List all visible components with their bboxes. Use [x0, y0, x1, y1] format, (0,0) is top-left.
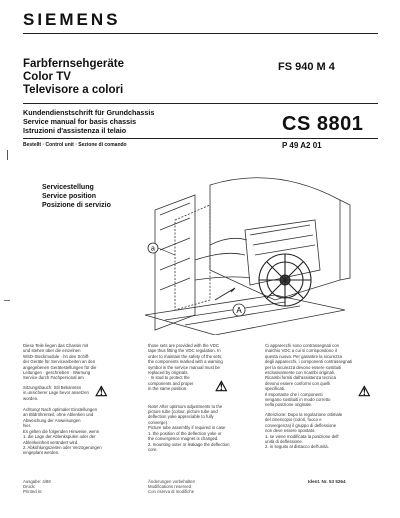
- line: Achtung! Nach optimaler Einstellungen: [23, 407, 98, 413]
- line: Diese Teile liegen das Chassis mit: [23, 343, 89, 348]
- line: devono essere conformi con quelli: [265, 380, 331, 386]
- line: the convergence magnet is changed.: [148, 436, 219, 442]
- line: the components marked with a warning: [148, 359, 223, 365]
- line: 1. the position of the deflection yoke or: [148, 430, 222, 436]
- line: Leitungen · geschrieben · Warnung: [23, 370, 91, 376]
- line: core.: [148, 446, 158, 452]
- callout-a: a: [151, 245, 155, 253]
- line: hier.: [23, 423, 32, 429]
- line: Ci apparecchi sono contrassegnati con: [265, 343, 340, 348]
- line: del cinescopio (colori, fuoco e: [265, 417, 322, 423]
- line: 2. in seguito al distacco dell'unità.: [265, 444, 329, 450]
- line: in the same position.: [148, 386, 188, 392]
- warning-icon: ⚠: [95, 383, 108, 399]
- footer-line: Ausgabe: 4/88: [23, 479, 51, 484]
- footer-reserved: [148, 479, 195, 495]
- line: symbol in the service manual must be: [148, 364, 220, 370]
- warning-icon: ⚠: [215, 378, 228, 394]
- line: in unsicherer Lage bevor ansetzen: [23, 390, 89, 396]
- chassis-line: Bestellt · Control unit · Sezione di comando: [23, 142, 127, 148]
- line: convergenza) il gruppo di deflessione: [265, 422, 337, 428]
- line: those sets are provided with the VDC: [148, 343, 219, 348]
- model-number: FS 940 M 4: [278, 61, 335, 73]
- line: order to maintain the safety of the sets,: [148, 353, 223, 359]
- line: Ricambi forniti dall'assistenza tecnica: [265, 375, 337, 381]
- service-position-illustration: [135, 160, 360, 335]
- line: vengano sostituiti in modo corretto: [265, 397, 331, 403]
- line: Attenzione: Dopo la regolazione ottimale: [265, 411, 343, 417]
- line: picture tube (colour, picture tube and: [148, 409, 218, 415]
- line: degli apparecchi, i componenti contrassegnati: [265, 359, 353, 365]
- line: Es gelten die folgenden Hinweise, wenn: [23, 428, 100, 434]
- line: an Bildröhrenteil, ohne Ablenken und: [23, 412, 94, 418]
- line: Il Importante che i componenti: [265, 391, 323, 397]
- footer-edition: [23, 479, 51, 495]
- line: marchio VDC a cui si corrispondono il: [265, 348, 337, 354]
- line: 1. die Lage der Ablenkspulen oder der: [23, 434, 96, 440]
- callout-A: A: [236, 306, 242, 315]
- section-title-it: Posizione di servizio: [42, 202, 111, 209]
- title-rule: [23, 103, 378, 104]
- line: 2. mounting outer or leakage the deflection: [148, 441, 230, 447]
- section-title-en: Service position: [42, 193, 97, 200]
- line: und stehen über die einzelnen: [23, 348, 81, 354]
- line: replaced by originals.: [148, 370, 189, 376]
- footer-line: Druck:: [23, 484, 36, 490]
- text-column-de: [23, 343, 123, 456]
- footer-line: Printed in:: [23, 489, 43, 495]
- header-rule: [23, 33, 378, 34]
- ident-number: Ident. Nr. 53 5264: [308, 479, 346, 484]
- subtitle-en: Service manual for basis chassis: [23, 117, 137, 126]
- section-title-de: Servicestellung: [42, 184, 94, 191]
- line: non deve essere spostato.: [265, 428, 316, 434]
- line: Abweichung der Anweisungen: [23, 417, 81, 423]
- line: WSD-Steckmodule · hn den Schiff-: [23, 353, 90, 359]
- text-column-en: [148, 343, 248, 452]
- line: unità di deflessione.: [265, 438, 303, 444]
- line: Sitzungsbauch: Stil Bekannten: [23, 384, 82, 390]
- line: 2. Abkühlungszeiten oder Verzögerungen: [23, 444, 102, 450]
- subtitle-de: Kundendienstschrift für Grundchassis: [23, 108, 155, 117]
- subtitle-rule: [23, 138, 378, 139]
- warning-icon: ⚠: [358, 383, 371, 399]
- footer-line: Con riserva di modifiche: [148, 489, 195, 495]
- line: specificati.: [265, 386, 286, 392]
- title-en: Color TV: [23, 71, 71, 83]
- line: nella posizione originale.: [265, 402, 313, 408]
- line: per la sicurezza devono essere sostituiti: [265, 364, 342, 370]
- line: converge).: [148, 419, 169, 425]
- part-number: P 49 A2 01: [282, 141, 322, 150]
- footer-line: Modifications reserved: [148, 484, 191, 490]
- line: worden.: [23, 395, 39, 401]
- title-de: Farbfernsehgeräte: [23, 58, 124, 70]
- margin-mark: [4, 300, 10, 301]
- subtitle-it: Istruzioni d'assistenza il telaio: [23, 126, 127, 135]
- title-it: Televisore a colori: [23, 84, 124, 96]
- brand-logo: SIEMENS: [23, 10, 121, 29]
- line: der Geräte für Servicearbeiten an den: [23, 359, 96, 365]
- line: components and proper: [148, 380, 194, 386]
- line: angegebenen Gerätestellungen für die: [23, 364, 97, 370]
- line: Picture tube assembly if required in case: [148, 425, 226, 431]
- line: Ablenkeinheit verändert wird.: [23, 439, 79, 445]
- line: questa nuova. Per garantire la sicurezza: [265, 353, 342, 359]
- chassis-code: CS 8801: [282, 113, 364, 135]
- line: tape thus fitting the VDC regulation. In: [148, 348, 221, 354]
- line: deflection yoke appreciable to fully: [148, 414, 214, 420]
- line: · In stud to protect the: [148, 375, 190, 381]
- footer-line: Änderungen vorbehalten: [148, 479, 196, 484]
- line: eingeplant werden.: [23, 450, 60, 456]
- line: Note! After optimum adjustments to the: [148, 403, 223, 409]
- line: 1. se viene modificata la posizione dell': [265, 433, 340, 439]
- line: Service durch Fachpersonal am: [23, 375, 84, 381]
- line: esclusivamente con ricambi originali.: [265, 370, 335, 376]
- margin-mark: [7, 150, 8, 160]
